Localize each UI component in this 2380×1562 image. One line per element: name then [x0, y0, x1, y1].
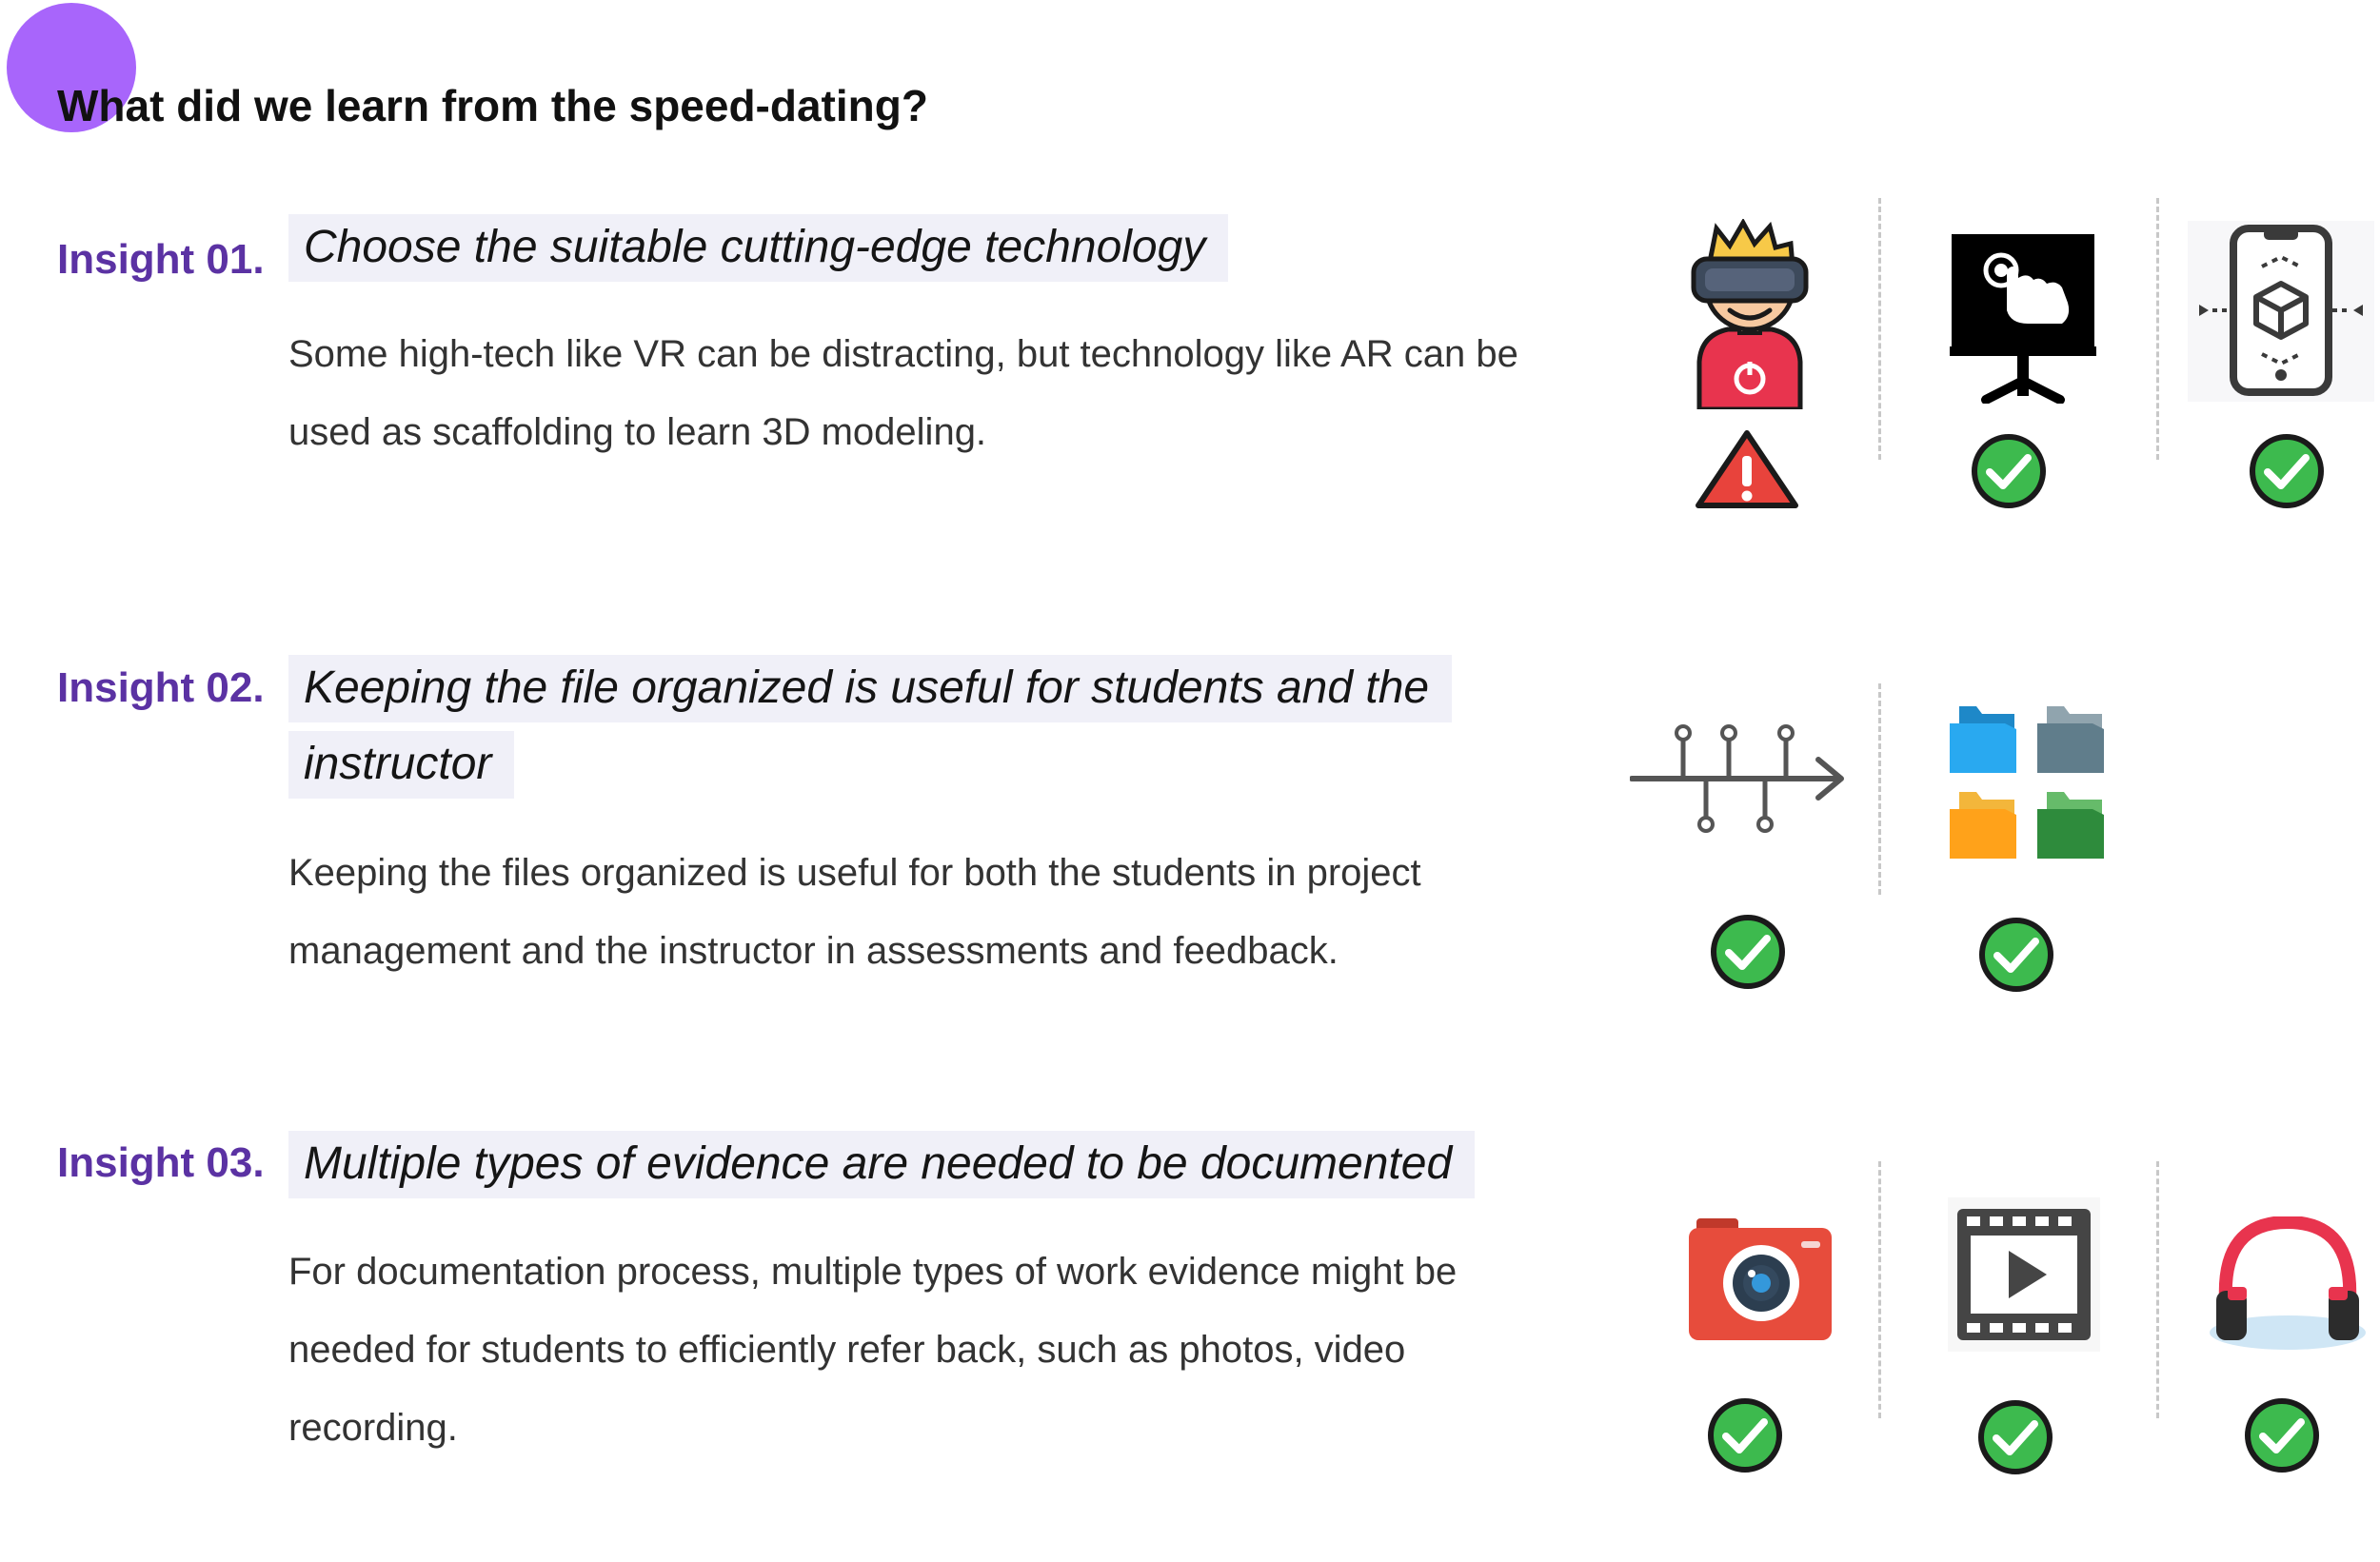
check-icon — [1977, 1399, 2053, 1475]
check-icon — [2249, 433, 2325, 509]
separator-r1-b — [2156, 198, 2159, 460]
insight-2-label: Insight 02. — [57, 664, 265, 711]
insight-1-label: Insight 01. — [57, 236, 265, 283]
check-icon — [1978, 917, 2054, 993]
warning-icon — [1695, 429, 1799, 509]
insight-1-heading — [288, 209, 1555, 286]
video-film-icon — [1948, 1197, 2100, 1352]
check-icon — [1707, 1397, 1783, 1473]
insight-3-body: For documentation process, multiple types of work evidence might be needed for students to efficiently refer back, such as photos, video recording. — [288, 1251, 1458, 1449]
insight-1-heading-text: Choose the suitable cutting-edge technology — [288, 214, 1228, 282]
separator-r1-a — [1878, 198, 1881, 460]
camera-icon — [1689, 1218, 1832, 1340]
headphones-icon — [2207, 1216, 2369, 1352]
separator-r2-a — [1878, 683, 1881, 895]
page-title: What did we learn from the speed-dating? — [57, 81, 928, 130]
vr-headset-user-icon — [1688, 219, 1812, 409]
folders-icon — [1948, 702, 2112, 864]
separator-r3-a — [1878, 1161, 1881, 1418]
touchscreen-display-icon — [1950, 232, 2096, 404]
insight-1-body: Some high-tech like VR can be distracting, but technology like AR can be used as scaffolding to learn 3D modeling. — [288, 333, 1518, 453]
ar-phone-cube-icon — [2188, 221, 2374, 402]
insight-3-heading — [288, 1126, 1555, 1202]
insight-2-heading — [288, 650, 1545, 802]
insight-2-heading-text: Keeping the file organized is useful for students and the instructor — [288, 655, 1452, 799]
check-icon — [1971, 433, 2047, 509]
timeline-icon — [1630, 723, 1849, 838]
check-icon — [2244, 1397, 2320, 1473]
insight-3-label: Insight 03. — [57, 1139, 265, 1186]
insight-3-heading-text: Multiple types of evidence are needed to be documented — [288, 1131, 1475, 1198]
insight-2-body: Keeping the files organized is useful for both the students in project management and the instructor in assessments and feedback. — [288, 852, 1421, 972]
separator-r3-b — [2156, 1161, 2159, 1418]
check-icon — [1710, 914, 1786, 990]
